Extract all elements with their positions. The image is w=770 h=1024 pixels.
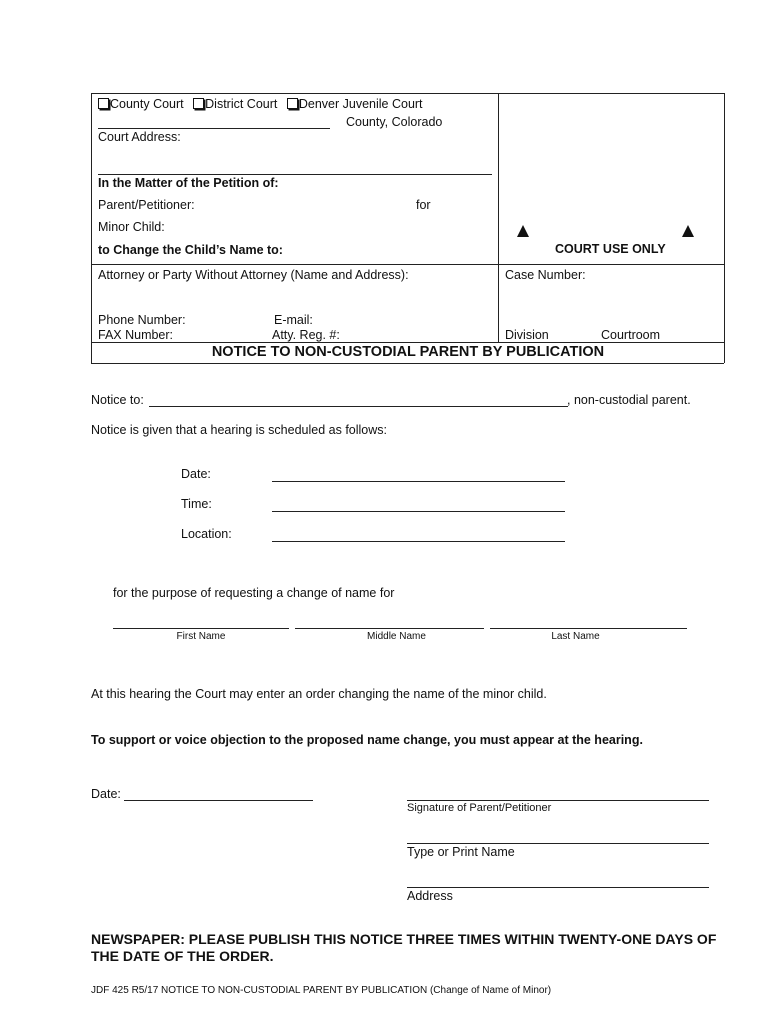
- case-number-label: Case Number:: [505, 268, 586, 282]
- county-court-label: County Court: [110, 97, 184, 111]
- court-address-label: Court Address:: [98, 130, 181, 144]
- county-name-line[interactable]: [98, 128, 330, 129]
- last-name-line[interactable]: [490, 628, 687, 629]
- triangle-left-icon: [517, 225, 529, 237]
- signature-line[interactable]: [407, 800, 709, 801]
- change-name-label: to Change the Child’s Name to:: [98, 243, 283, 257]
- hearing-time-line[interactable]: [272, 511, 565, 512]
- minor-child-label: Minor Child:: [98, 220, 165, 234]
- middle-name-line[interactable]: [295, 628, 484, 629]
- newspaper-instruction-line1: NEWSPAPER: PLEASE PUBLISH THIS NOTICE THREE TIMES WITHIN TWENTY-ONE DAYS OF: [91, 931, 717, 947]
- court-address-line[interactable]: [98, 174, 492, 175]
- form-footer: JDF 425 R5/17 NOTICE TO NON-CUSTODIAL PARENT BY PUBLICATION (Change of Name of Minor): [91, 985, 552, 996]
- denver-juvenile-court-label: Denver Juvenile Court: [298, 97, 423, 111]
- signature-label: Signature of Parent/Petitioner: [407, 802, 552, 814]
- first-name-line[interactable]: [113, 628, 289, 629]
- middle-name-label: Middle Name: [367, 631, 426, 642]
- print-name-label: Type or Print Name: [407, 845, 515, 859]
- order-text: At this hearing the Court may enter an order changing the name of the minor child.: [91, 687, 547, 701]
- hearing-intro: Notice is given that a hearing is scheduled as follows:: [91, 423, 387, 437]
- attorney-label: Attorney or Party Without Attorney (Name and Address):: [98, 268, 409, 282]
- hearing-location-line[interactable]: [272, 541, 565, 542]
- last-name-label: Last Name: [551, 631, 600, 642]
- parent-petitioner-label: Parent/Petitioner:: [98, 198, 195, 212]
- matter-heading: In the Matter of the Petition of:: [98, 176, 279, 190]
- purpose-text: for the purpose of requesting a change of name for: [113, 586, 395, 600]
- fax-number-label: FAX Number:: [98, 328, 174, 342]
- page-title: NOTICE TO NON-CUSTODIAL PARENT BY PUBLICATION: [211, 344, 605, 360]
- court-type-row: [98, 97, 423, 111]
- hearing-date-label: Date:: [181, 467, 211, 481]
- email-label: E-mail:: [274, 313, 313, 327]
- county-colorado-label: County, Colorado: [346, 115, 443, 129]
- district-court-checkbox[interactable]: [193, 98, 204, 109]
- phone-number-label: Phone Number:: [98, 313, 186, 327]
- county-court-checkbox[interactable]: [98, 98, 109, 109]
- court-use-only-label: COURT USE ONLY: [555, 242, 666, 256]
- newspaper-instruction-line2: THE DATE OF THE ORDER.: [91, 948, 274, 964]
- atty-reg-label: Atty. Reg. #:: [272, 328, 340, 342]
- denver-juvenile-court-checkbox[interactable]: [287, 98, 298, 109]
- courtroom-label: Courtroom: [601, 328, 661, 342]
- for-label: for: [416, 198, 431, 212]
- notice-to-label: Notice to:: [91, 393, 144, 407]
- non-custodial-parent-label: , non-custodial parent.: [567, 393, 691, 407]
- print-name-line[interactable]: [407, 843, 709, 844]
- district-court-label: District Court: [205, 97, 278, 111]
- hearing-time-label: Time:: [181, 497, 212, 511]
- hearing-location-label: Location:: [181, 527, 232, 541]
- signature-date-line[interactable]: [124, 800, 313, 801]
- objection-text: To support or voice objection to the proposed name change, you must appear at the hearing.: [91, 733, 643, 747]
- triangle-right-icon: [682, 225, 694, 237]
- first-name-label: First Name: [176, 631, 226, 642]
- signature-date-label: Date:: [91, 787, 121, 801]
- address-line[interactable]: [407, 887, 709, 888]
- notice-to-line[interactable]: [149, 406, 568, 407]
- hearing-date-line[interactable]: [272, 481, 565, 482]
- address-label: Address: [407, 889, 453, 903]
- division-label: Division: [505, 328, 549, 342]
